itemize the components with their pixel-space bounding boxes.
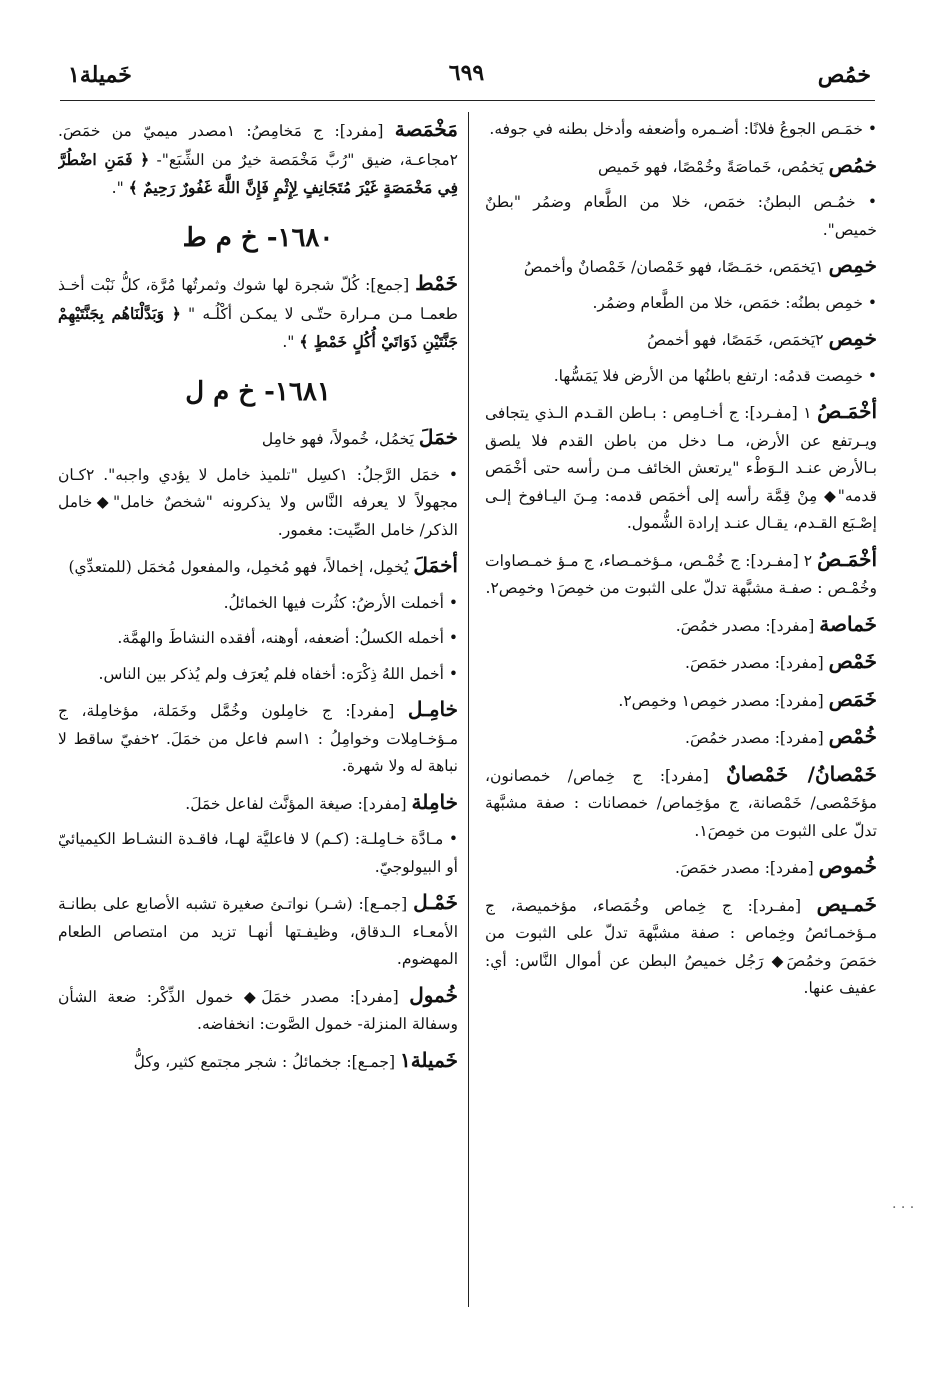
headword: خُمْص <box>828 724 877 748</box>
header-left-guideword: خَميلة١ <box>68 62 132 88</box>
definition-text: • أخمل اللهُ ذِكْرَه: أخفاه فلم يُعرَف ولم يُذكر بين الناس. <box>98 664 458 683</box>
left-column <box>58 116 458 1311</box>
definition-text: ٢ [مفـرد]: ج خُمْـص، مـؤخمـصاء، ج مـؤ خمـصاوات وخُمْـص : صفـة مشبَّهة تدلّ على الثبوت من خمِصَ١ وخمِص٢. <box>485 551 877 597</box>
quranic-quote: ﴿ فَمَنِ اضْطُرَّ فِي مَخْمَصَةٍ غَيْرَ مُتَجَانِفٍ لِإِثْمٍ فَإِنَّ اللَّهَ غَفُورٌ رَحِيمٌ ﴾ <box>58 149 458 197</box>
margin-dots: . . . <box>892 1196 915 1212</box>
definition-text: يُخمِل، إخمالاً، فهو مُخمِل، والمفعول مُخمَل (للمتعدِّي) <box>68 558 409 576</box>
dictionary-entry <box>58 590 458 618</box>
definition-text: [مفرد]: مصدر خمَلَ◆ خمول الذِّكْر: ضعة الشأن وسفالة المنزلة- خمول الصَّوت: انخفاضه. <box>58 987 458 1033</box>
dictionary-entry <box>485 891 877 1003</box>
dictionary-entry <box>485 761 877 846</box>
dictionary-entry <box>485 686 877 716</box>
dictionary-entry <box>58 982 458 1039</box>
dictionary-entry <box>485 363 877 391</box>
definition-text: [مفرد]: صيغة المؤنَّث لفاعل خمَلَ. <box>185 794 407 813</box>
definition-text: [مفرد]: مصدر خمِص١ وخمِص٢. <box>618 691 824 710</box>
dictionary-entry <box>58 696 458 781</box>
definition-text: • خمُـص البطنُ: خمَص، خلا من الطَّعام وضمُر "بطنٌ خميص". <box>485 193 877 239</box>
dictionary-entry <box>485 398 877 538</box>
definition-text: يَخمُل، خُمولاً، فهو خامِل <box>261 430 414 448</box>
headword: أخْمَـصُ <box>817 546 877 571</box>
quranic-quote: ﴿ وَبَدَّلْنَاهُم بِجَنَّتَيْهِمْ جَنَّتَيْنِ ذَوَاتَيْ أُكُلٍ خَمْطٍ ﴾ <box>58 303 458 351</box>
dictionary-entry <box>58 625 458 653</box>
definition-text: [مفرد]: مصدر خمُصَ. <box>675 616 815 635</box>
definition-text: [مفرد]: ج خامِلون وخُمَّل وخَمَلة، مؤخامِلة، ج مـؤخـامِلات وخوامِلُ : ١اسم فاعل من خمَلَ. ٢خفيّ ساقط لا نباهة له ولا شهرة. <box>58 702 458 775</box>
definition-text-tail: ". <box>282 333 300 351</box>
right-column <box>485 116 877 1311</box>
column-divider <box>468 112 469 1307</box>
section-heading: ١٦٨٠- خ م ط <box>182 222 334 253</box>
definition-text: • أخمله الكسلُ: أضعفه، أوهنه، أفقده النشاطَ والهمَّة. <box>117 629 458 647</box>
dictionary-entry <box>485 546 877 603</box>
dictionary-entry <box>58 462 458 545</box>
headword: خَمْص <box>828 649 877 673</box>
headword: خَماصة <box>819 611 877 636</box>
headword: خُموص <box>818 854 877 878</box>
dictionary-entry <box>485 648 877 678</box>
definition-text: ١ [مفـرد]: ج أخـامِص : بـاطن القـدم الـذي يتجافى ويـرتفع عن الأرض، مـا دخل من باطن القدم فلا يلصق بـالأرض عنـد الـوَطْء "يرتعش الخائف مـن رأسه حتى أخْمَص قدمه"◆ مِنْ قِمَّة رأسه إلى أخمَص قدمه: مِـنَ اليـافوخ إلـى إصْـبَع القـدم، يقـال عنـد إرادة الشُّمول. <box>485 404 877 532</box>
headword: خمُص <box>828 152 877 177</box>
dictionary-entry <box>58 270 458 357</box>
definition-text: [جمـع]: (شـر) نواتـئ صغيرة تشبه الأصابع على بطانـة الأمعـاء الـدقاق، وظيفـتها أنهـا تزيد من امتصاص الطعام المهضوم. <box>58 895 458 968</box>
headword: خَمْط <box>415 271 458 295</box>
definition-text: ١يَخمَص، خمَـصًا، فهو خَمْصان/ خَمْصانٌ وأخمصُ <box>523 258 824 276</box>
dictionary-entry <box>485 252 877 282</box>
headword: خَميلة١ <box>399 1047 458 1072</box>
headword: خامِـل <box>407 697 458 721</box>
definition-text: [مفرد]: مصدر خمُصَ. <box>685 729 824 747</box>
header-right-guideword: خمُص <box>817 62 871 88</box>
definition-text: • مـادَّة خـامِلـة: (كـم) لا فاعليَّة لهـا، فاقـدة النشـاط الكيميائيّ أو البيولوجيّ. <box>58 830 458 876</box>
dictionary-entry <box>58 552 458 582</box>
dictionary-entry <box>485 116 877 144</box>
header-rule <box>60 100 875 101</box>
definition-text: [مفرد]: مصدر خمَصَ. <box>685 654 824 672</box>
dictionary-entry <box>485 611 877 641</box>
dictionary-entry <box>485 290 877 318</box>
headword: خمِص <box>828 326 877 350</box>
definition-text: يَخمُص، خَماصَةً وخُمْصًا، فهو خَميص <box>597 157 824 176</box>
definition-text: • خمَل الرَّجلُ: ١كسِل "تلميذ خامل لا يؤدي واجبه". ٢كـان مجهولاً لا يعرفه النَّاس ولا يذكرونه "شخصٌ خامل"◆خامل الذكر/ خامل الصِّيت: مغمور. <box>58 465 458 539</box>
headword: خمِص <box>828 253 877 277</box>
definition-text-tail: ". <box>111 179 129 197</box>
headword: خَمْـل <box>413 890 458 914</box>
dictionary-entry <box>58 1047 458 1077</box>
headword: خَمـيص <box>816 891 877 916</box>
definition-text: [جمـع]: جخمائلُ : شجر مجتمع كثير، وكلُّ <box>133 1052 395 1071</box>
definition-text: [مفرد]: ج مَخامِصُ: ١مصدر ميميّ من خمَصَ. ٢مجاعـة، ضيق "رُبَّ مَخْمَصة خيرٌ من الشِّبَع"- <box>58 122 458 169</box>
dictionary-entry <box>485 723 877 753</box>
section-heading: ١٦٨١- خ م ل <box>185 376 331 407</box>
definition-text: • خمِصت قدمُه: ارتفع باطنُها من الأرض فلا يَمَسُّها. <box>553 366 877 385</box>
definition-text: [مفرد]: مصدر خمَصَ. <box>675 859 814 877</box>
definition-text: ٢يَخمَص، خَمَصًا، فهو أخمصُ <box>647 331 824 349</box>
definition-text: [مفرد]: ج خِماص/ خمصانون، مؤخَمْصى/ خَمْصانة، ج مؤخِماص/ خمصانات : صفة مشبَّهة تدلّ على الثبوت من خمِصَ١. <box>485 766 877 840</box>
headword: خَمْصانُ/ خَمْصانٌ <box>726 761 877 786</box>
headword: خامِلة <box>411 789 458 814</box>
dictionary-entry <box>58 116 458 203</box>
headword: خمَلَ <box>418 425 458 449</box>
headword: خُمول <box>409 982 458 1007</box>
dictionary-entry <box>485 853 877 883</box>
dictionary-entry <box>485 152 877 182</box>
dictionary-entry <box>485 189 877 244</box>
dictionary-entry <box>58 789 458 819</box>
definition-text: • خمَـص الجوعُ فلانًا: أضـمره وأضعفه وأدخل بطنه في جوفه. <box>489 120 877 138</box>
headword: أخمَلَ <box>413 553 458 577</box>
definition-text: • أخملت الأرضُ: كثُرت فيها الخمائلُ. <box>223 593 458 612</box>
headword: مَخْمَصة <box>394 117 458 141</box>
dictionary-entry <box>58 889 458 974</box>
dictionary-entry <box>58 424 458 454</box>
page-number: ٦٩٩ <box>448 60 485 86</box>
definition-text: [مفـرد]: ج خِماص وخُمَصاء، مؤخميصة، ج مـؤخمـائصُ وخِماص : صفة مشبَّهة تدلّ على الثبوت من خمَصَ وخمُصَ◆ رَجُل خميصُ البطن عن أموال النَّاس: أي: عفيف عنها. <box>485 896 877 997</box>
headword: أخْمَـصُ <box>817 399 877 423</box>
dictionary-entry <box>58 661 458 689</box>
definition-text: • خمِص بطنُه: خمَص، خلا من الطَّعام وضمُر. <box>592 293 877 312</box>
dictionary-entry <box>58 826 458 881</box>
dictionary-entry <box>485 325 877 355</box>
headword: خَمَص <box>828 686 877 711</box>
definition-text: [جمع]: كُلّ شجرة لها شوك وثمرتُها مُرَّة، كلُّ نَبْت أخـذ طعمـا مـن مـرارة حتّـى لا يمكـن أكْلُـه " <box>58 276 458 323</box>
